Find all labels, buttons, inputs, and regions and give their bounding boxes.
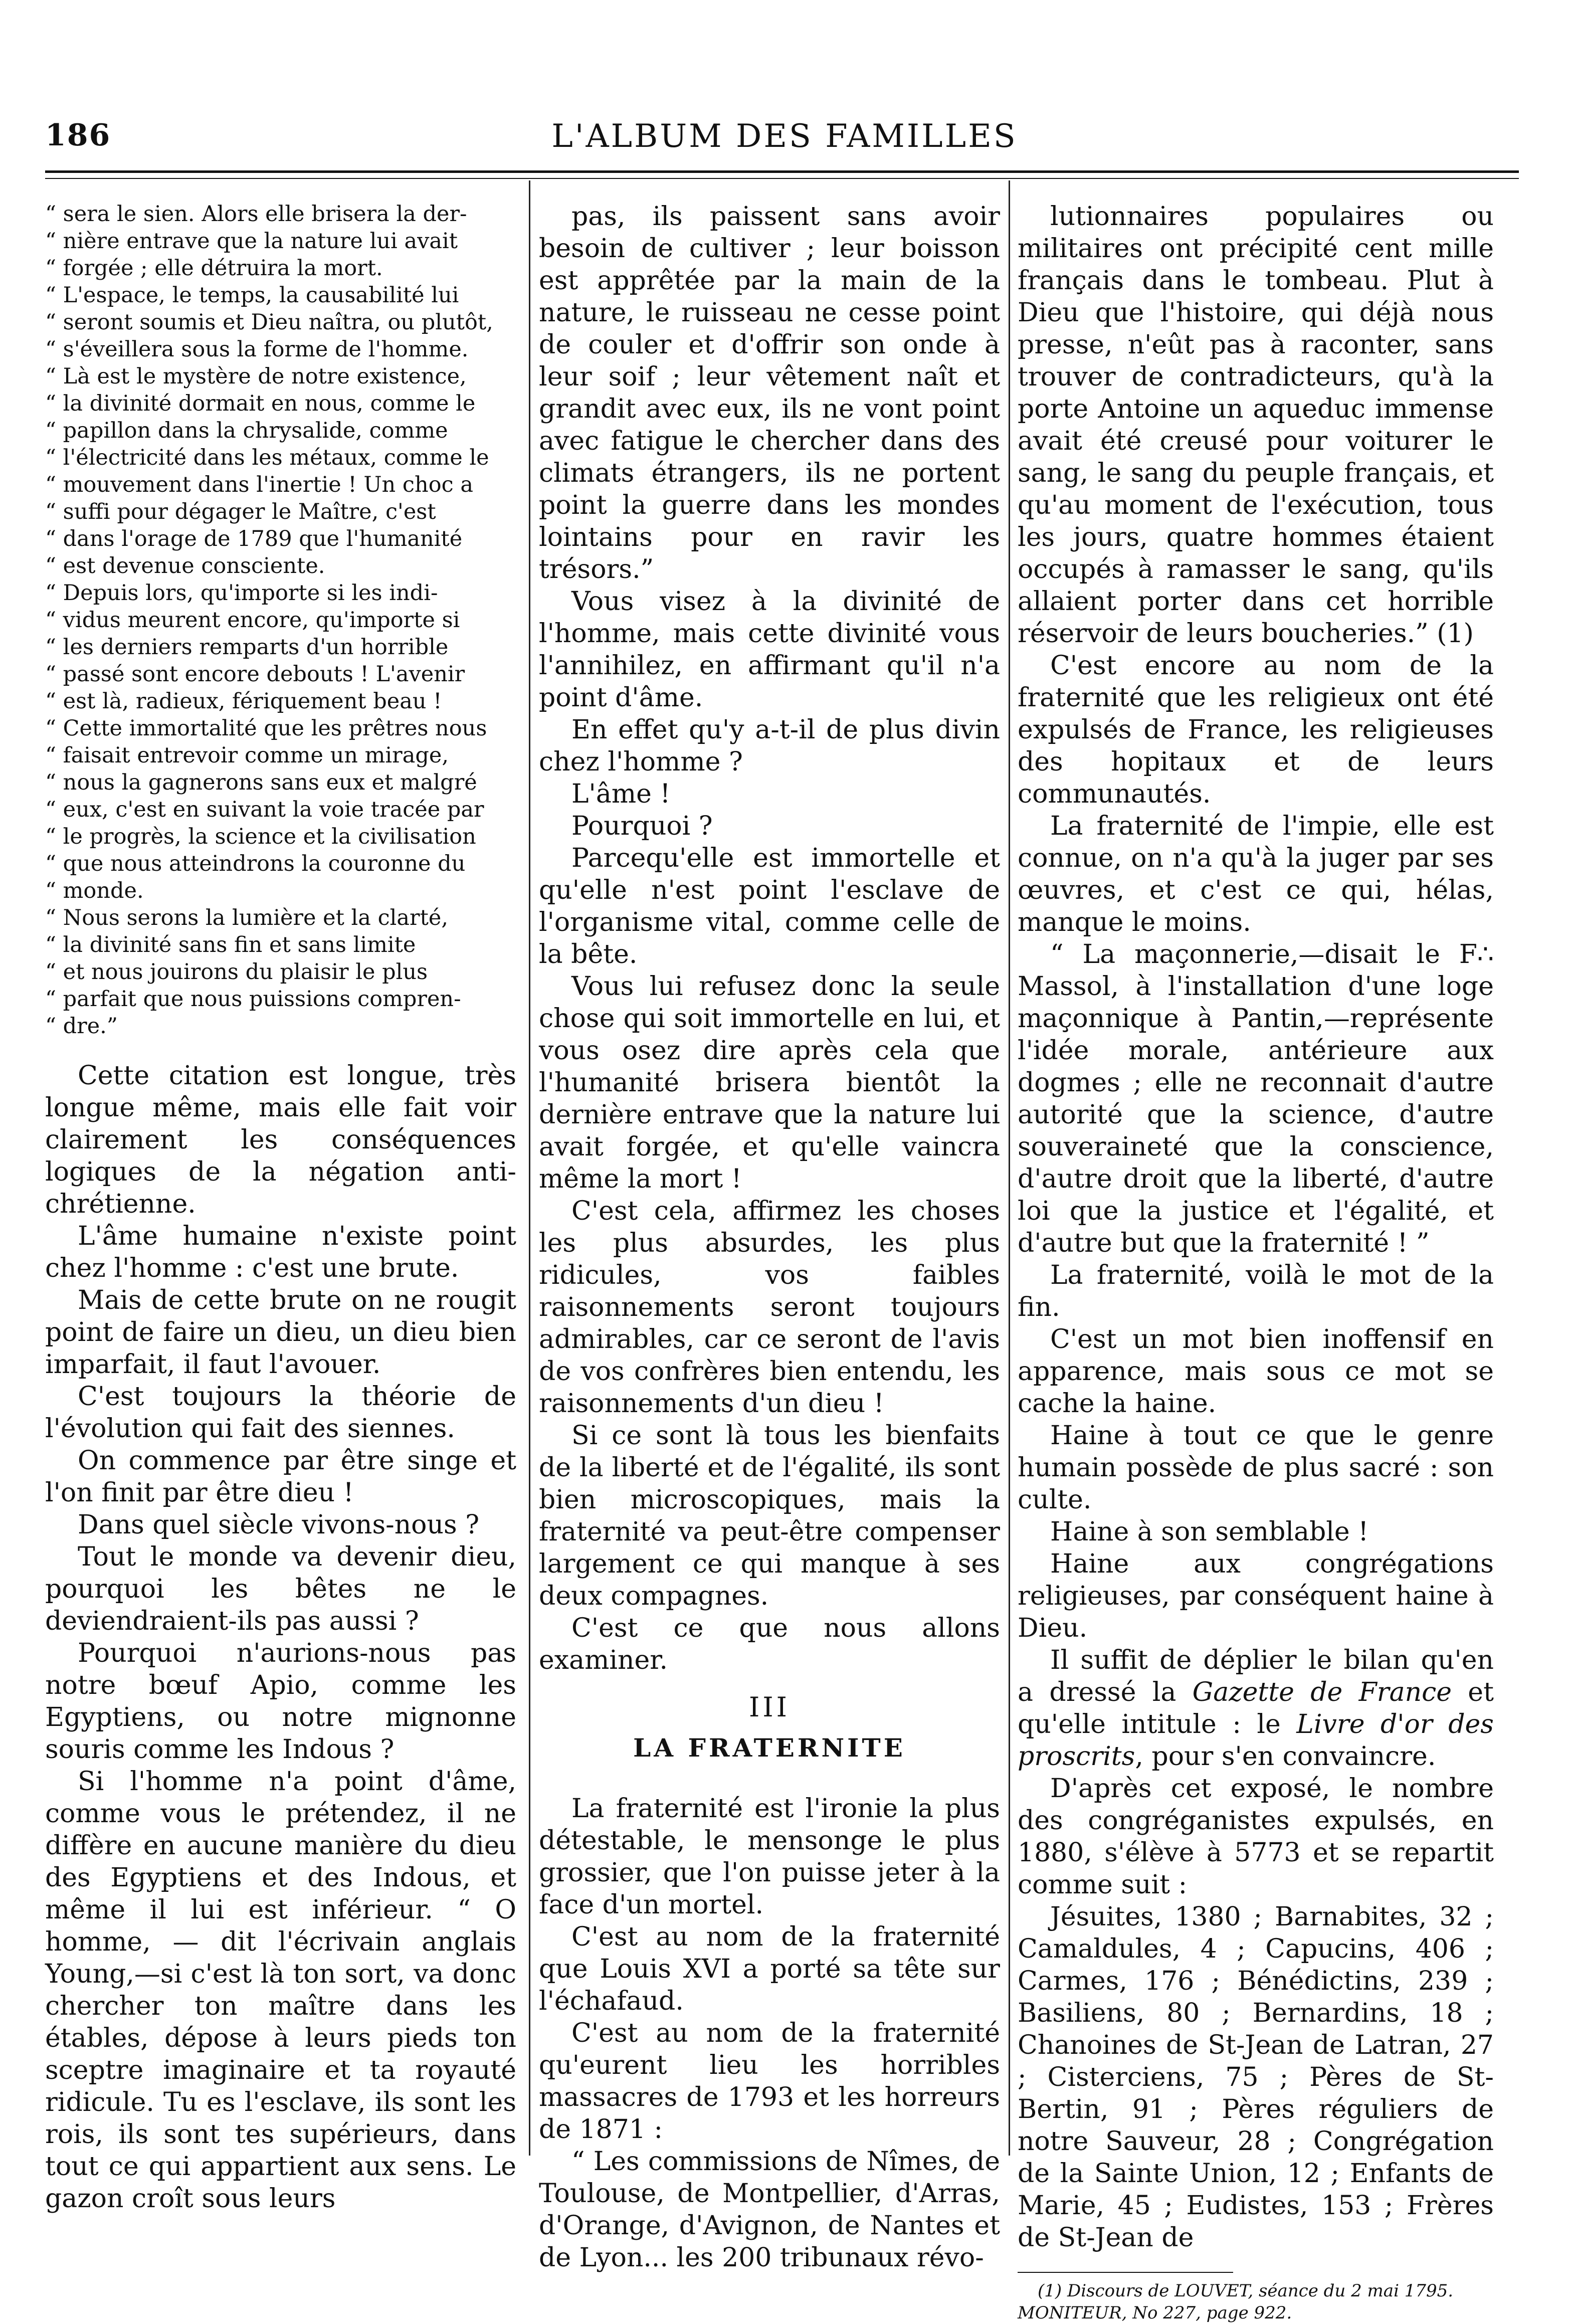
quote-line: “ nous la gagnerons sans eux et malgré [45, 770, 477, 795]
paragraph: “ Les commissions de Nîmes, de Toulouse, de Montpellier, d'Arras, d'Orange, d'Avignon, de Nantes et de Lyon... les 200 tribunaux révo- [539, 2147, 1000, 2273]
quote-line: “ dre.” [45, 1014, 118, 1039]
paragraph: Parcequ'elle est immortelle et qu'elle n'est point l'esclave de l'organisme vital, comme celle de la bête. [539, 843, 1000, 970]
footnote: (1) Discours de LOUVET, séance du 2 mai 1795. MONITEUR, No 227, page 922. [1018, 2281, 1454, 2323]
quote-line: “ monde. [45, 878, 144, 903]
quote-line: “ Là est le mystère de notre existence, [45, 364, 467, 389]
gazette-title: Gazette de France [1192, 1677, 1452, 1707]
quote-line: “ les derniers remparts d'un horrible [45, 635, 449, 660]
column-1 [45, 201, 516, 2214]
paragraph: C'est un mot bien inoffensif en apparence, mais sous ce mot se cache la haine. [1018, 1324, 1494, 1419]
paragraph: Haine aux congrégations religieuses, par conséquent haine à Dieu. [1018, 1549, 1494, 1643]
quote-line: “ faisait entrevoir comme un mirage, [45, 743, 449, 768]
quote-line: “ papillon dans la chrysalide, comme [45, 418, 448, 443]
paragraph: Jésuites, 1380 ; Barnabites, 32 ; Camaldules, 4 ; Capucins, 406 ; Carmes, 176 ; Bénédictins, 239 ; Basiliens, 80 ; Bernardins, 18 ; Chanoines de St-Jean de Latran, 27 ; Cisterciens, 75 ; Pères de St-Bertin, 91 ; Pères réguliers de notre Sauveur, 28 ; Congrégation de la Sainte Union, 12 ; Enfants de Marie, 45 ; Eudistes, 153 ; Frères de St-Jean de [1018, 1902, 1494, 2253]
paragraph: Si l'homme n'a point d'âme, comme vous le prétendez, il ne diffère en aucune manière du dieu des Egyptiens et des Indous, et même il lui est inférieur. “ O homme, — dit l'écrivain anglais Young,—si c'est là ton sort, va donc chercher ton maître dans les étables, dépose à leurs pieds ton sceptre imaginaire et ta royauté ridicule. Tu es l'esclave, ils sont les rois, ils sont tes supérieurs, dans tout ce qui appartient aux sens. Le gazon croît sous leurs [45, 1767, 516, 2214]
paragraph: Cette citation est longue, très longue même, mais elle fait voir clairement les conséquences logiques de la négation anti-chrétienne. [45, 1061, 516, 1219]
paragraph: lutionnaires populaires ou militaires ont précipité cent mille français dans le tombeau. Plut à Dieu que l'histoire, qui déjà nous presse, n'eût pas à raconter, sans trouver de contradicteurs, qu'à la porte Antoine un aqueduc immense avait été creusé pour voiturer le sang, le sang du peuple français, et qu'au moment de l'exécution, tous les jours, quatre hommes étaient occupés à ramasser le sang, qu'ils allaient porter dans cet horrible réservoir de leurs boucheries.” (1) [1018, 202, 1494, 649]
paragraph: pas, ils paissent sans avoir besoin de cultiver ; leur boisson est apprêtée par la main de la nature, le ruisseau ne cesse point de couler et d'offrir son onde à leur soif ; leur vêtement naît et grandit avec eux, ils ne vont point avec fatigue le chercher dans des climats étrangers, ils ne portent point la guerre dans les mondes lointains pour en ravir les trésors.” [539, 202, 1000, 585]
quote-line: “ Depuis lors, qu'importe si les indi- [45, 580, 438, 606]
section-title: LA FRATERNITE [633, 1733, 906, 1763]
quote-line: “ nière entrave que la nature lui avait [45, 229, 458, 254]
quote-line: “ est là, radieux, fériquement beau ! [45, 689, 442, 714]
quote-line: “ Cette immortalité que les prêtres nous [45, 716, 487, 741]
quote-line: “ la divinité sans fin et sans limite [45, 932, 416, 957]
paragraph: Dans quel siècle vivons-nous ? [78, 1510, 480, 1540]
quote-line: “ la divinité dormait en nous, comme le [45, 391, 476, 416]
quote-line: “ que nous atteindrons la couronne du [45, 851, 466, 876]
quote-line: “ eux, c'est en suivant la voie tracée par [45, 797, 484, 822]
paragraph: C'est ce que nous allons examiner. [539, 1613, 1000, 1675]
quote-line: “ forgée ; elle détruira la mort. [45, 256, 383, 281]
running-title: L'ALBUM DES FAMILLES [551, 118, 1018, 155]
column-2 [539, 201, 1000, 2273]
quote-line: “ l'électricité dans les métaux, comme le [45, 445, 489, 470]
header-rule [45, 170, 1519, 179]
paragraph: C'est cela, affirmez les choses les plus absurdes, les plus ridicules, vos faibles raisonnements seront toujours admirables, car ce seront de l'avis de vos confrères bien entendu, les raisonnements d'un dieu ! [539, 1196, 1000, 1419]
quote-line: “ est devenue consciente. [45, 553, 325, 578]
quote-line: “ dans l'orage de 1789 que l'humanité [45, 526, 463, 551]
quote-line: “ parfait que nous puissions compren- [45, 987, 461, 1012]
column-3 [1018, 201, 1494, 2323]
page-number: 186 [45, 118, 111, 153]
paragraph: Mais de cette brute on ne rougit point de faire un dieu, un dieu bien imparfait, il faut l'avouer. [45, 1285, 516, 1380]
quotation-block [45, 201, 516, 1040]
quote-line: “ s'éveillera sous la forme de l'homme. [45, 337, 469, 362]
paragraph: C'est au nom de la fraternité que Louis XVI a porté sa tête sur l'échafaud. [539, 1922, 1000, 2016]
paragraph: En effet qu'y a-t-il de plus divin chez l'homme ? [539, 715, 1000, 777]
paragraph: On commence par être singe et l'on finit par être dieu ! [45, 1446, 516, 1508]
quote-line: “ vidus meurent encore, qu'importe si [45, 608, 460, 633]
paragraph: Vous visez à la divinité de l'homme, mais cette divinité vous l'annihilez, en affirmant qu'il n'a point d'âme. [539, 587, 1000, 713]
section-number: III [749, 1691, 790, 1723]
paragraph: Si ce sont là tous les bienfaits de la liberté et de l'égalité, ils sont bien microscopiques, mais la fraternité va peut-être compenser largement ce qui manque à ses deux compagnes. [539, 1421, 1000, 1611]
livre-title: Livre d'or des proscrits [1018, 1709, 1494, 1772]
paragraph: L'âme ! [571, 779, 671, 809]
quote-line: “ sera le sien. Alors elle brisera la der- [45, 202, 467, 227]
paragraph: “ La maçonnerie,—disait le F∴ Massol, à l'installation d'une loge maçonnique à Pantin,—représente l'idée morale, antérieure aux dogmes ; elle ne reconnait d'autre autorité que la science, d'autre souveraineté que la conscience, d'autre droit que la liberté, d'autre loi que la justice et l'égalité, et d'autre but que la fraternité ! ” [1018, 939, 1494, 1258]
paragraph: Vous lui refusez donc la seule chose qui soit immortelle en lui, et vous osez dire après cela que l'humanité brisera bientôt la dernière entrave que la nature lui avait forgée, et qu'elle vaincra même la mort ! [539, 972, 1000, 1194]
column-divider-2 [1009, 180, 1010, 2156]
quote-line: “ le progrès, la science et la civilisation [45, 824, 476, 849]
quote-line: “ seront soumis et Dieu naîtra, ou plutôt, [45, 310, 493, 335]
paragraph: La fraternité de l'impie, elle est connue, on n'a qu'à la juger par ses œuvres, et c'est ce qui, hélas, manque le moins. [1018, 811, 1494, 937]
quote-line: “ et nous jouirons du plaisir le plus [45, 959, 428, 985]
paragraph: D'après cet exposé, le nombre des congréganistes expulsés, en 1880, s'élève à 5773 et se repartit comme suit : [1018, 1774, 1494, 1900]
footnote-rule [1018, 2272, 1233, 2273]
column-1-paragraphs [45, 1060, 516, 2215]
paragraph: C'est toujours la théorie de l'évolution qui fait des siennes. [45, 1382, 516, 1444]
paragraph: Tout le monde va devenir dieu, pourquoi les bêtes ne le deviendraient-ils pas aussi ? [45, 1542, 516, 1636]
quote-line: “ mouvement dans l'inertie ! Un choc a [45, 472, 473, 497]
paragraph: La fraternité est l'ironie la plus détestable, le mensonge le plus grossier, que l'on puisse jeter à la face d'un mortel. [539, 1794, 1000, 1920]
paragraph: C'est au nom de la fraternité qu'eurent lieu les horribles massacres de 1793 et les horreurs de 1871 : [539, 2018, 1000, 2145]
paragraph: Pourquoi ? [571, 811, 713, 841]
gazette-paragraph: Il suffit de déplier le bilan qu'en a dressé la Gazette de France et qu'elle intitule : le Livre d'or des proscrits, pour s'en convaincre. [1018, 1645, 1494, 1772]
paragraph: C'est encore au nom de la fraternité que les religieux ont été expulsés de France, les religieuses des hopitaux et de leurs communautés. [1018, 651, 1494, 809]
quote-line: “ suffi pour dégager le Maître, c'est [45, 499, 436, 524]
quote-line: “ passé sont encore debouts ! L'avenir [45, 662, 465, 687]
paragraph: Haine à tout ce que le genre humain possède de plus sacré : son culte. [1018, 1421, 1494, 1515]
paragraph: La fraternité, voilà le mot de la fin. [1018, 1260, 1494, 1322]
column-divider-1 [529, 180, 530, 2156]
column-2-paragraphs-top [539, 201, 1000, 1676]
quote-line: “ Nous serons la lumière et la clarté, [45, 905, 449, 930]
page-header [45, 113, 1524, 168]
paragraph: L'âme humaine n'existe point chez l'homme : c'est une brute. [45, 1221, 516, 1283]
column-3-paragraphs-after [1018, 1773, 1494, 2254]
paragraph: Haine à son semblable ! [1050, 1517, 1369, 1547]
paragraph: Pourquoi n'aurions-nous pas notre bœuf Apio, comme les Egyptiens, ou notre mignonne souris comme les Indous ? [45, 1638, 516, 1765]
column-2-paragraphs-bottom [539, 1793, 1000, 2274]
column-3-paragraphs [1018, 201, 1494, 1644]
quote-line: “ L'espace, le temps, la causabilité lui [45, 283, 459, 308]
